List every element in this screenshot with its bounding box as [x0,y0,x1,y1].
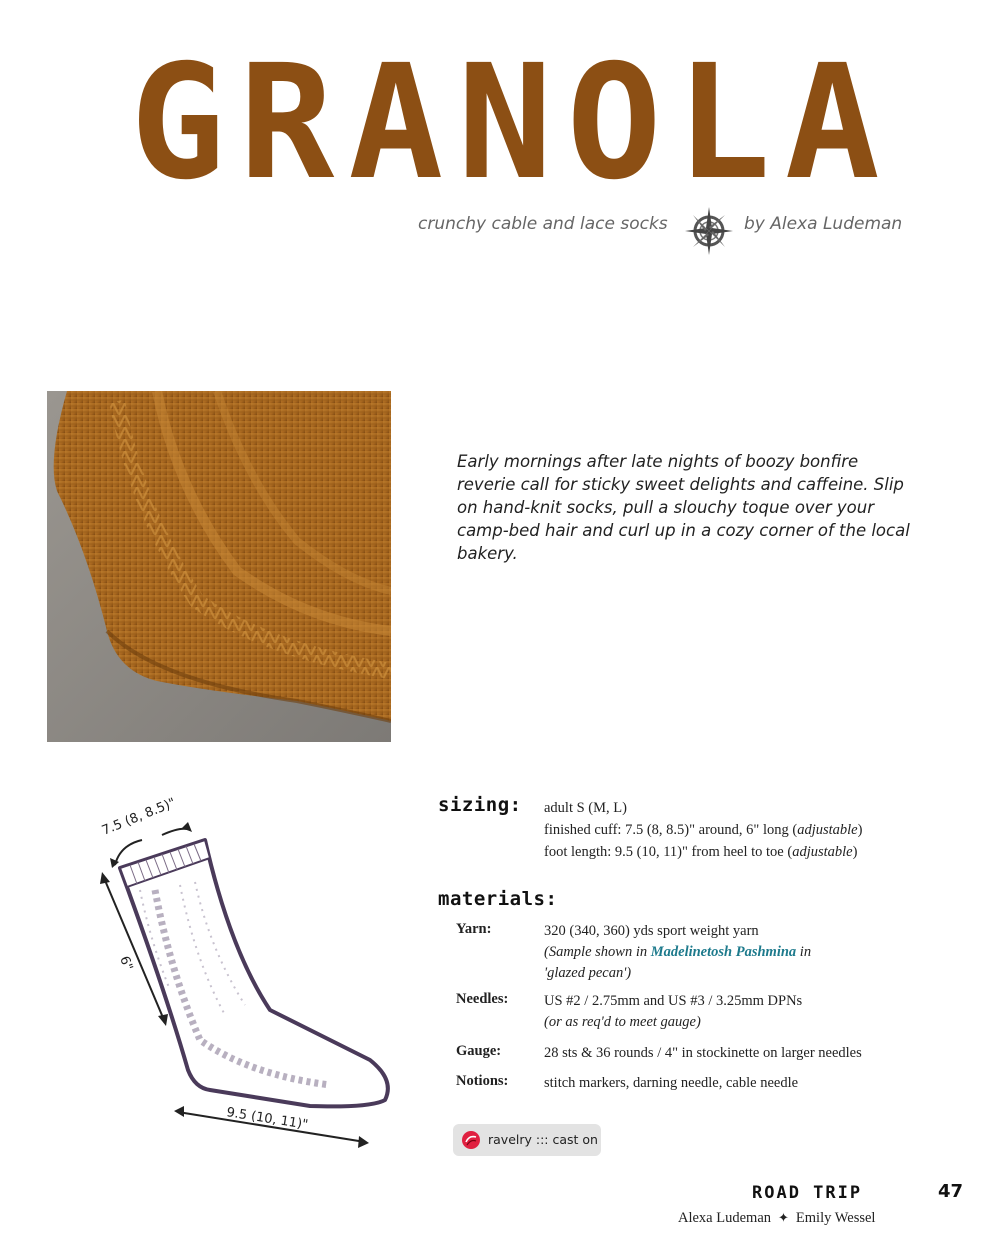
needles-label: Needles: [456,991,509,1007]
compass-icon [684,206,734,256]
notions-label: Notions: [456,1073,509,1089]
materials-heading: materials: [438,888,558,910]
page-number: 47 [938,1181,964,1202]
footer-author-2: Emily Wessel [795,1210,876,1226]
yarn-link[interactable]: Madelinetosh Pashmina [650,944,797,960]
needles-value: US #2 / 2.75mm and US #3 / 3.25mm DPNs [544,993,803,1009]
yarn-value: 320 (340, 360) yds sport weight yarn [544,923,759,939]
intro-paragraph: Early mornings after late nights of boozy bonfire reverie call for sticky sweet delights and caffeine. Slip on hand-knit socks, pull a slouchy toque over your camp-bed hair and curl up in a cozy corner of the local bakery. [457,452,910,563]
ravelry-icon [461,1130,481,1150]
leg-measure-label: 6" [116,954,136,973]
needles-note: (or as req'd to meet gauge) [544,1014,701,1030]
foot-measure-label: 9.5 (10, 11)" [225,1105,309,1133]
byline: by Alexa Ludeman [744,214,903,234]
sizing-sizes: adult S (M, L) [544,800,627,816]
cuff-measure-label: 7.5 (8, 8.5)" [99,795,178,839]
footer-authors [678,1210,875,1227]
sizing-cuff: finished cuff: 7.5 (8, 8.5)" around, 6" long (adjustable) [544,822,863,838]
notions-value: stitch markers, darning needle, cable needle [544,1075,799,1091]
yarn-note-line2: 'glazed pecan') [544,965,632,981]
sock-photo [47,391,391,742]
sizing-details [544,797,862,863]
page-title: GRANOLA [130,48,894,198]
sizing-foot: foot length: 9.5 (10, 11)" from heel to toe (adjustable) [544,844,858,860]
footer-author-1: Alexa Ludeman [678,1210,772,1226]
subtitle: crunchy cable and lace socks [418,214,668,234]
yarn-note: (Sample shown in Madelinetosh Pashmina in [544,944,812,960]
footer-book-title: ROAD TRIP [752,1183,863,1203]
gauge-value: 28 sts & 36 rounds / 4" in stockinette on larger needles [544,1045,862,1061]
subtitle-row [0,206,1000,256]
gauge-label: Gauge: [456,1043,502,1059]
sock-schematic [70,790,410,1170]
sizing-heading: sizing: [438,794,522,816]
yarn-label: Yarn: [456,921,492,937]
ravelry-cast-on-button[interactable] [453,1124,601,1156]
star-icon: ✦ [778,1210,789,1225]
ravelry-label: ravelry ::: cast on [488,1132,598,1147]
